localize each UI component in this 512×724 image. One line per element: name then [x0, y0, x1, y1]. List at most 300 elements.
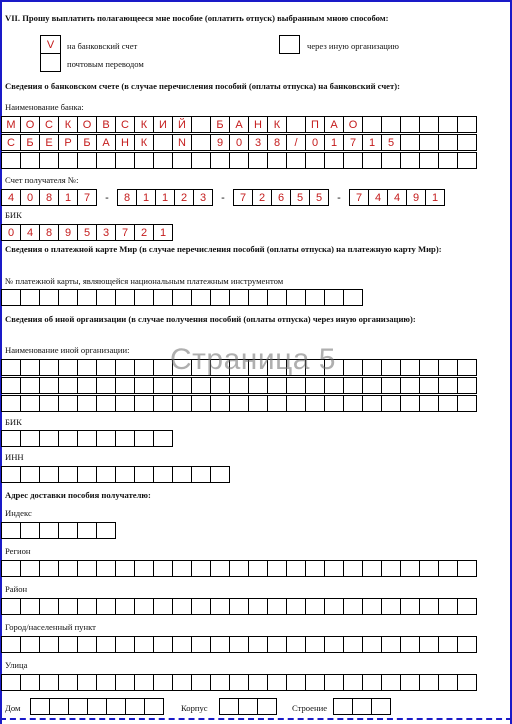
- city-cell[interactable]: [96, 636, 116, 653]
- district-cell[interactable]: [248, 598, 268, 615]
- street-cell[interactable]: [20, 674, 40, 691]
- other-org-name-cell[interactable]: [1, 359, 21, 376]
- other-org-name-cell[interactable]: [39, 377, 59, 394]
- other-org-name-cell[interactable]: [324, 395, 344, 412]
- bik-digit-cell[interactable]: 7: [115, 224, 135, 241]
- other-org-name-cell[interactable]: [305, 377, 325, 394]
- city-cell[interactable]: [381, 636, 401, 653]
- other-org-name-cell[interactable]: [286, 377, 306, 394]
- region-cell[interactable]: [77, 560, 97, 577]
- district-cell[interactable]: [286, 598, 306, 615]
- street-cell[interactable]: [229, 674, 249, 691]
- bank-name-cell[interactable]: [267, 152, 287, 169]
- city-cell[interactable]: [172, 636, 192, 653]
- district-cell[interactable]: [438, 598, 458, 615]
- district-cell[interactable]: [20, 598, 40, 615]
- card-digit-cell[interactable]: [115, 289, 135, 306]
- bank-name-cell[interactable]: О: [20, 116, 40, 133]
- account-digit-cell[interactable]: 1: [58, 189, 78, 206]
- other-org-name-cell[interactable]: [362, 395, 382, 412]
- bank-name-cell[interactable]: С: [1, 134, 21, 151]
- house-cell[interactable]: [125, 698, 145, 715]
- card-digit-cell[interactable]: [153, 289, 173, 306]
- bank-name-cell[interactable]: [172, 152, 192, 169]
- street-cell[interactable]: [419, 674, 439, 691]
- other-org-name-cell[interactable]: [1, 377, 21, 394]
- region-cell[interactable]: [229, 560, 249, 577]
- bank-name-cell[interactable]: [134, 152, 154, 169]
- district-cell[interactable]: [305, 598, 325, 615]
- region-cell[interactable]: [286, 560, 306, 577]
- street-cell[interactable]: [134, 674, 154, 691]
- other-org-name-cell[interactable]: [96, 377, 116, 394]
- card-digit-cell[interactable]: [343, 289, 363, 306]
- bank-name-cell[interactable]: [115, 152, 135, 169]
- index-digit-cell[interactable]: [39, 522, 59, 539]
- region-cell[interactable]: [419, 560, 439, 577]
- region-cell[interactable]: [267, 560, 287, 577]
- district-cell[interactable]: [58, 598, 78, 615]
- bank-name-cell[interactable]: К: [134, 134, 154, 151]
- building-field[interactable]: [333, 698, 391, 715]
- district-cell[interactable]: [343, 598, 363, 615]
- korpus-cell[interactable]: [257, 698, 277, 715]
- other-org-checkbox[interactable]: [279, 35, 300, 54]
- other-org-name-cell[interactable]: [153, 395, 173, 412]
- account-digit-cell[interactable]: 1: [155, 189, 175, 206]
- inn-digit-cell[interactable]: [39, 466, 59, 483]
- other-org-name-cell[interactable]: [343, 395, 363, 412]
- other-org-name-cell[interactable]: [400, 395, 420, 412]
- region-cell[interactable]: [381, 560, 401, 577]
- inn-digit-cell[interactable]: [210, 466, 230, 483]
- other-org-bik-cell[interactable]: [96, 430, 116, 447]
- bank-name-cell[interactable]: [343, 152, 363, 169]
- street-cell[interactable]: [191, 674, 211, 691]
- other-org-bik-cell[interactable]: [77, 430, 97, 447]
- other-org-name-cell[interactable]: [115, 395, 135, 412]
- district-cell[interactable]: [267, 598, 287, 615]
- bank-name-cell[interactable]: [20, 152, 40, 169]
- bank-name-cell[interactable]: [153, 152, 173, 169]
- other-org-name-cell[interactable]: [1, 395, 21, 412]
- card-digit-cell[interactable]: [58, 289, 78, 306]
- other-org-name-row-2[interactable]: [1, 377, 477, 394]
- bank-name-row-3[interactable]: [1, 152, 477, 169]
- city-cell[interactable]: [457, 636, 477, 653]
- bank-name-cell[interactable]: 1: [362, 134, 382, 151]
- inn-digit-cell[interactable]: [153, 466, 173, 483]
- bank-name-cell[interactable]: 0: [305, 134, 325, 151]
- district-cell[interactable]: [324, 598, 344, 615]
- district-cell[interactable]: [39, 598, 59, 615]
- bank-name-cell[interactable]: Р: [58, 134, 78, 151]
- region-field[interactable]: [1, 560, 477, 577]
- other-org-name-cell[interactable]: [58, 377, 78, 394]
- other-org-name-cell[interactable]: [172, 377, 192, 394]
- region-cell[interactable]: [134, 560, 154, 577]
- city-cell[interactable]: [229, 636, 249, 653]
- bank-name-cell[interactable]: [457, 152, 477, 169]
- region-cell[interactable]: [438, 560, 458, 577]
- bank-name-cell[interactable]: [286, 116, 306, 133]
- bank-name-row-1[interactable]: [1, 116, 477, 133]
- house-cell[interactable]: [144, 698, 164, 715]
- bank-name-cell[interactable]: [419, 152, 439, 169]
- bank-name-cell[interactable]: [419, 134, 439, 151]
- index-digit-cell[interactable]: [20, 522, 40, 539]
- bank-name-cell[interactable]: П: [305, 116, 325, 133]
- district-cell[interactable]: [419, 598, 439, 615]
- bank-name-cell[interactable]: [1, 152, 21, 169]
- other-org-name-cell[interactable]: [419, 395, 439, 412]
- other-org-name-cell[interactable]: [343, 359, 363, 376]
- bank-name-cell[interactable]: Б: [210, 116, 230, 133]
- bik-digit-cell[interactable]: 4: [20, 224, 40, 241]
- other-org-name-cell[interactable]: [77, 359, 97, 376]
- other-org-name-cell[interactable]: [153, 377, 173, 394]
- other-org-name-cell[interactable]: [343, 377, 363, 394]
- house-cell[interactable]: [106, 698, 126, 715]
- other-org-name-cell[interactable]: [438, 377, 458, 394]
- city-cell[interactable]: [438, 636, 458, 653]
- bank-name-cell[interactable]: [457, 134, 477, 151]
- bik-digit-cell[interactable]: 1: [153, 224, 173, 241]
- other-org-name-cell[interactable]: [77, 395, 97, 412]
- other-org-name-cell[interactable]: [115, 377, 135, 394]
- card-digit-cell[interactable]: [286, 289, 306, 306]
- other-org-name-cell[interactable]: [20, 377, 40, 394]
- region-cell[interactable]: [305, 560, 325, 577]
- bank-name-cell[interactable]: [438, 134, 458, 151]
- bank-name-cell[interactable]: [305, 152, 325, 169]
- street-cell[interactable]: [58, 674, 78, 691]
- bank-name-cell[interactable]: [191, 116, 211, 133]
- bank-name-cell[interactable]: 8: [267, 134, 287, 151]
- account-digit-cell[interactable]: 7: [233, 189, 253, 206]
- card-digit-cell[interactable]: [191, 289, 211, 306]
- bank-name-row-2[interactable]: [1, 134, 477, 151]
- card-digit-cell[interactable]: [39, 289, 59, 306]
- other-org-name-cell[interactable]: [381, 377, 401, 394]
- street-cell[interactable]: [381, 674, 401, 691]
- city-cell[interactable]: [248, 636, 268, 653]
- district-cell[interactable]: [153, 598, 173, 615]
- bik-digit-cell[interactable]: 0: [1, 224, 21, 241]
- card-digit-cell[interactable]: [267, 289, 287, 306]
- other-org-name-cell[interactable]: [20, 359, 40, 376]
- bank-name-cell[interactable]: [381, 152, 401, 169]
- card-number-field[interactable]: [1, 289, 363, 306]
- other-org-inn-field[interactable]: [1, 466, 230, 483]
- bank-name-cell[interactable]: С: [115, 116, 135, 133]
- street-cell[interactable]: [286, 674, 306, 691]
- district-field[interactable]: [1, 598, 477, 615]
- other-org-name-cell[interactable]: [20, 395, 40, 412]
- region-cell[interactable]: [96, 560, 116, 577]
- bank-name-cell[interactable]: 7: [343, 134, 363, 151]
- other-org-name-cell[interactable]: [229, 395, 249, 412]
- other-org-name-cell[interactable]: [248, 395, 268, 412]
- account-digit-cell[interactable]: 3: [193, 189, 213, 206]
- card-digit-cell[interactable]: [96, 289, 116, 306]
- other-org-name-cell[interactable]: [134, 359, 154, 376]
- korpus-cell[interactable]: [238, 698, 258, 715]
- account-digit-cell[interactable]: 5: [309, 189, 329, 206]
- other-org-name-cell[interactable]: [267, 377, 287, 394]
- region-cell[interactable]: [362, 560, 382, 577]
- other-org-name-cell[interactable]: [96, 359, 116, 376]
- other-org-name-cell[interactable]: [438, 395, 458, 412]
- bank-name-cell[interactable]: К: [58, 116, 78, 133]
- bank-name-cell[interactable]: Б: [77, 134, 97, 151]
- account-digit-cell[interactable]: 9: [406, 189, 426, 206]
- region-cell[interactable]: [1, 560, 21, 577]
- region-cell[interactable]: [248, 560, 268, 577]
- index-digit-cell[interactable]: [58, 522, 78, 539]
- street-cell[interactable]: [153, 674, 173, 691]
- other-org-bik-cell[interactable]: [58, 430, 78, 447]
- other-org-name-cell[interactable]: [172, 395, 192, 412]
- region-cell[interactable]: [172, 560, 192, 577]
- street-cell[interactable]: [343, 674, 363, 691]
- account-digit-cell[interactable]: 7: [349, 189, 369, 206]
- district-cell[interactable]: [400, 598, 420, 615]
- street-cell[interactable]: [362, 674, 382, 691]
- other-org-name-cell[interactable]: [58, 395, 78, 412]
- bank-name-cell[interactable]: [39, 152, 59, 169]
- inn-digit-cell[interactable]: [115, 466, 135, 483]
- bank-name-cell[interactable]: /: [286, 134, 306, 151]
- other-org-name-cell[interactable]: [286, 395, 306, 412]
- bank-name-cell[interactable]: [457, 116, 477, 133]
- card-digit-cell[interactable]: [248, 289, 268, 306]
- city-cell[interactable]: [362, 636, 382, 653]
- district-cell[interactable]: [191, 598, 211, 615]
- bank-name-cell[interactable]: [362, 116, 382, 133]
- region-cell[interactable]: [324, 560, 344, 577]
- region-cell[interactable]: [153, 560, 173, 577]
- bank-name-cell[interactable]: [286, 152, 306, 169]
- district-cell[interactable]: [1, 598, 21, 615]
- bank-name-cell[interactable]: С: [39, 116, 59, 133]
- bank-name-cell[interactable]: [248, 152, 268, 169]
- inn-digit-cell[interactable]: [58, 466, 78, 483]
- bank-bik-field[interactable]: [1, 224, 173, 241]
- other-org-name-cell[interactable]: [134, 395, 154, 412]
- other-org-name-cell[interactable]: [362, 377, 382, 394]
- card-digit-cell[interactable]: [229, 289, 249, 306]
- other-org-name-cell[interactable]: [58, 359, 78, 376]
- district-cell[interactable]: [457, 598, 477, 615]
- bank-name-cell[interactable]: А: [96, 134, 116, 151]
- other-org-name-cell[interactable]: [305, 395, 325, 412]
- index-digit-cell[interactable]: [77, 522, 97, 539]
- street-cell[interactable]: [400, 674, 420, 691]
- other-org-name-cell[interactable]: [400, 377, 420, 394]
- other-org-name-cell[interactable]: [457, 359, 477, 376]
- house-cell[interactable]: [68, 698, 88, 715]
- inn-digit-cell[interactable]: [172, 466, 192, 483]
- card-digit-cell[interactable]: [20, 289, 40, 306]
- bik-digit-cell[interactable]: 2: [134, 224, 154, 241]
- bank-name-cell[interactable]: [400, 152, 420, 169]
- bik-digit-cell[interactable]: 9: [58, 224, 78, 241]
- other-org-bik-field[interactable]: [1, 430, 173, 447]
- house-cell[interactable]: [49, 698, 69, 715]
- street-cell[interactable]: [115, 674, 135, 691]
- other-org-name-row-3[interactable]: [1, 395, 477, 412]
- account-number-field[interactable]: [1, 189, 445, 206]
- city-cell[interactable]: [77, 636, 97, 653]
- account-digit-cell[interactable]: 1: [425, 189, 445, 206]
- bank-name-cell[interactable]: [381, 116, 401, 133]
- account-digit-cell[interactable]: 2: [174, 189, 194, 206]
- bank-name-cell[interactable]: А: [324, 116, 344, 133]
- city-cell[interactable]: [1, 636, 21, 653]
- bik-digit-cell[interactable]: 3: [96, 224, 116, 241]
- region-cell[interactable]: [58, 560, 78, 577]
- other-org-bik-cell[interactable]: [134, 430, 154, 447]
- bank-name-cell[interactable]: Е: [39, 134, 59, 151]
- bank-name-cell[interactable]: [58, 152, 78, 169]
- bank-name-cell[interactable]: К: [134, 116, 154, 133]
- bank-name-cell[interactable]: О: [77, 116, 97, 133]
- bank-name-cell[interactable]: Б: [20, 134, 40, 151]
- other-org-name-cell[interactable]: [419, 359, 439, 376]
- other-org-name-cell[interactable]: [39, 359, 59, 376]
- inn-digit-cell[interactable]: [191, 466, 211, 483]
- bank-name-cell[interactable]: 3: [248, 134, 268, 151]
- bank-name-cell[interactable]: [362, 152, 382, 169]
- other-org-name-cell[interactable]: [229, 377, 249, 394]
- street-cell[interactable]: [324, 674, 344, 691]
- inn-digit-cell[interactable]: [134, 466, 154, 483]
- region-cell[interactable]: [400, 560, 420, 577]
- other-org-name-cell[interactable]: [438, 359, 458, 376]
- street-cell[interactable]: [1, 674, 21, 691]
- city-cell[interactable]: [58, 636, 78, 653]
- building-cell[interactable]: [333, 698, 353, 715]
- other-org-name-cell[interactable]: [210, 377, 230, 394]
- other-org-name-cell[interactable]: [362, 359, 382, 376]
- bank-name-cell[interactable]: N: [172, 134, 192, 151]
- city-cell[interactable]: [20, 636, 40, 653]
- other-org-name-cell[interactable]: [419, 377, 439, 394]
- house-cell[interactable]: [30, 698, 50, 715]
- region-cell[interactable]: [210, 560, 230, 577]
- bank-name-cell[interactable]: 5: [381, 134, 401, 151]
- inn-digit-cell[interactable]: [77, 466, 97, 483]
- bank-name-cell[interactable]: [438, 152, 458, 169]
- card-digit-cell[interactable]: [210, 289, 230, 306]
- bank-name-cell[interactable]: 0: [229, 134, 249, 151]
- city-cell[interactable]: [267, 636, 287, 653]
- city-cell[interactable]: [400, 636, 420, 653]
- card-digit-cell[interactable]: [172, 289, 192, 306]
- bank-name-cell[interactable]: [210, 152, 230, 169]
- city-cell[interactable]: [115, 636, 135, 653]
- other-org-bik-cell[interactable]: [20, 430, 40, 447]
- other-org-name-cell[interactable]: [381, 395, 401, 412]
- district-cell[interactable]: [134, 598, 154, 615]
- bank-name-cell[interactable]: [419, 116, 439, 133]
- other-org-name-cell[interactable]: [457, 395, 477, 412]
- district-cell[interactable]: [77, 598, 97, 615]
- bik-digit-cell[interactable]: 5: [77, 224, 97, 241]
- street-cell[interactable]: [267, 674, 287, 691]
- other-org-name-cell[interactable]: [191, 395, 211, 412]
- inn-digit-cell[interactable]: [96, 466, 116, 483]
- other-org-name-cell[interactable]: [457, 377, 477, 394]
- other-org-name-cell[interactable]: [39, 395, 59, 412]
- index-field[interactable]: [1, 522, 116, 539]
- region-cell[interactable]: [115, 560, 135, 577]
- other-org-name-cell[interactable]: [248, 377, 268, 394]
- street-cell[interactable]: [438, 674, 458, 691]
- card-digit-cell[interactable]: [77, 289, 97, 306]
- account-digit-cell[interactable]: 5: [290, 189, 310, 206]
- city-field[interactable]: [1, 636, 477, 653]
- bank-name-cell[interactable]: [229, 152, 249, 169]
- other-org-name-cell[interactable]: [381, 359, 401, 376]
- street-cell[interactable]: [77, 674, 97, 691]
- region-cell[interactable]: [39, 560, 59, 577]
- street-cell[interactable]: [305, 674, 325, 691]
- account-digit-cell[interactable]: 4: [368, 189, 388, 206]
- street-cell[interactable]: [96, 674, 116, 691]
- street-cell[interactable]: [457, 674, 477, 691]
- bank-name-cell[interactable]: 1: [324, 134, 344, 151]
- district-cell[interactable]: [229, 598, 249, 615]
- other-org-name-cell[interactable]: [115, 359, 135, 376]
- other-org-name-cell[interactable]: [267, 395, 287, 412]
- region-cell[interactable]: [343, 560, 363, 577]
- city-cell[interactable]: [39, 636, 59, 653]
- bank-name-cell[interactable]: [438, 116, 458, 133]
- account-digit-cell[interactable]: 2: [252, 189, 272, 206]
- street-cell[interactable]: [39, 674, 59, 691]
- inn-digit-cell[interactable]: [1, 466, 21, 483]
- account-digit-cell[interactable]: 8: [117, 189, 137, 206]
- district-cell[interactable]: [172, 598, 192, 615]
- bank-account-checkbox[interactable]: V: [40, 35, 61, 54]
- other-org-name-cell[interactable]: [96, 395, 116, 412]
- bank-name-cell[interactable]: О: [343, 116, 363, 133]
- card-digit-cell[interactable]: [324, 289, 344, 306]
- city-cell[interactable]: [305, 636, 325, 653]
- bank-name-cell[interactable]: Н: [115, 134, 135, 151]
- postal-transfer-checkbox[interactable]: [40, 53, 61, 72]
- card-digit-cell[interactable]: [1, 289, 21, 306]
- card-digit-cell[interactable]: [134, 289, 154, 306]
- bank-name-cell[interactable]: М: [1, 116, 21, 133]
- street-cell[interactable]: [210, 674, 230, 691]
- account-digit-cell[interactable]: 6: [271, 189, 291, 206]
- region-cell[interactable]: [20, 560, 40, 577]
- district-cell[interactable]: [362, 598, 382, 615]
- district-cell[interactable]: [115, 598, 135, 615]
- region-cell[interactable]: [457, 560, 477, 577]
- korpus-field[interactable]: [219, 698, 277, 715]
- bank-name-cell[interactable]: К: [267, 116, 287, 133]
- account-digit-cell[interactable]: 4: [1, 189, 21, 206]
- city-cell[interactable]: [419, 636, 439, 653]
- bank-name-cell[interactable]: А: [229, 116, 249, 133]
- bank-name-cell[interactable]: [96, 152, 116, 169]
- district-cell[interactable]: [96, 598, 116, 615]
- building-cell[interactable]: [371, 698, 391, 715]
